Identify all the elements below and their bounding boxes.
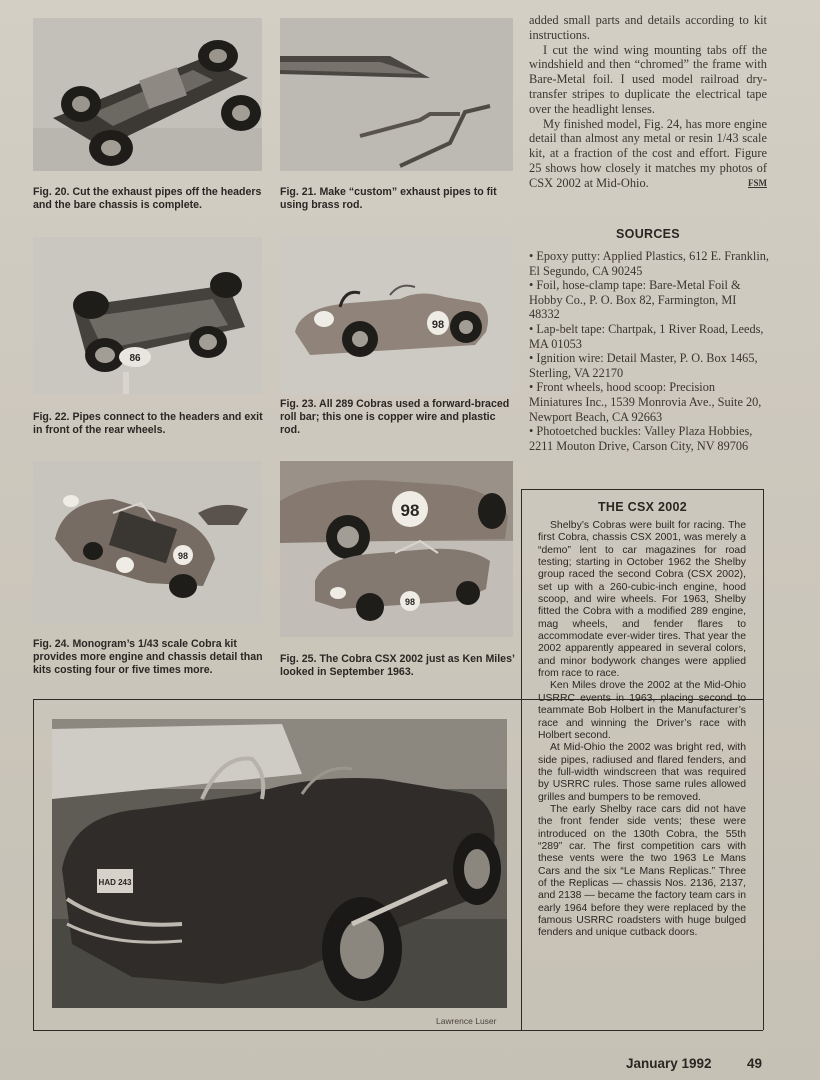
license-plate: HAD 243 (98, 878, 132, 887)
fig21-caption: Fig. 21. Make “custom” exhaust pipes to fit using brass rod. (280, 186, 497, 211)
source-item: • Foil, hose-clamp tape: Bare-Metal Foil & Hobby Co., P. O. Box 82, Farmington, MI 48332 (529, 278, 741, 322)
car-icon (33, 461, 262, 623)
fig20-caption: Fig. 20. Cut the exhaust pipes off the headers and the bare chassis is complete. (33, 186, 262, 211)
car-number-98: 98 (177, 551, 189, 561)
chassis-icon (33, 18, 262, 171)
fig24-caption: Fig. 24. Monogram’s 1/43 scale Cobra kit provides more engine and chassis detail than kits costing four or five times more. (33, 638, 263, 676)
source-item: • Epoxy putty: Applied Plastics, 612 E. Franklin, El Segundo, CA 90245 (529, 249, 769, 278)
real-cobra-photo (52, 719, 507, 1008)
car-number-98: 98 (400, 501, 420, 520)
car-number-98: 98 (431, 319, 445, 331)
fig25-photo (280, 461, 513, 637)
fig22-photo (33, 237, 262, 394)
car-icon (52, 719, 507, 1008)
sidebar-paragraph: At Mid-Ohio the 2002 was bright red, with side pipes, radiused and flared fenders, and the full-width windscreen that was required by USRRC rules. Those same rules allowed grilles and bumpers to be removed. (538, 742, 746, 803)
car-icon (280, 461, 513, 637)
article-continuation (529, 13, 767, 191)
issue-date: January 1992 (626, 1056, 712, 1071)
article-paragraph: added small parts and details according to kit instructions. (529, 13, 767, 42)
chassis-icon (33, 237, 262, 394)
sidebar-paragraph: The early Shelby race cars did not have the front fender side vents; these were introduced on the 130th Cobra, the 55th “289” car. The first competition cars with these vents were the two 1963 Le Mans Cars and the six “Le Mans Replicas.” Three of the Replicas — chassis Nos. 2136, 2137, and 2138 — became the factory team cars in early 1964 before they were replaced by the famous USRRC roadsters with huge bulged fenders and unique cutback doors. (538, 803, 746, 939)
car-number-98-small: 98 (404, 597, 416, 607)
article-paragraph: I cut the wind wing mounting tabs off the windshield and then “chromed” the frame with Bare-Metal foil. I used model railroad dry-transfer stripes to duplicate the electrical tape over the headlight lenses. (529, 42, 767, 116)
fig22-caption: Fig. 22. Pipes connect to the headers and exit in front of the rear wheels. (33, 411, 263, 436)
fsm-signature: FSM (748, 177, 767, 188)
fig23-caption: Fig. 23. All 289 Cobras used a forward-braced roll bar; this one is copper wire and plastic rod. (280, 398, 510, 436)
source-item: • Ignition wire: Detail Master, P. O. Box 1465, Sterling, VA 22170 (529, 351, 758, 380)
sources-list (529, 249, 769, 453)
fig24-photo (33, 461, 262, 623)
car-number-86: 86 (129, 353, 141, 364)
exhaust-pipe-icon (280, 18, 513, 171)
fig20-photo (33, 18, 262, 171)
fig25-caption: Fig. 25. The Cobra CSX 2002 just as Ken Miles’ looked in September 1963. (280, 653, 515, 678)
sources-heading: SOURCES (616, 227, 680, 241)
sidebar-paragraph: Ken Miles drove the 2002 at the Mid-Ohio USRRC events in 1963, placing second to teammate Bob Holbert in the Manufacturer’s race and winning the Driver’s race with Holbert second. (538, 680, 746, 741)
photo-credit: Lawrence Luser (436, 1016, 497, 1026)
fig23-photo (280, 237, 513, 394)
car-icon (280, 237, 513, 394)
sidebar-paragraph: Shelby’s Cobras were built for racing. The first Cobra, chassis CSX 2001, was merely a “demo” lent to car magazines for road testing; starting in October 1962 the Shelby group raced the second Cobra (CSX 2002), set up with a 260-cubic-inch engine, hood scoop, and wire wheels. For 1963, Shelby fitted the Cobra with a modified 289 engine, mag wheels, and fender flares to accommodate ever-wider tires. That year the 2002 apparently appeared in several colors, and minor bodywork changes were applied from race to race. (538, 520, 746, 680)
sidebar-title: THE CSX 2002 (597, 500, 688, 514)
source-item: • Photoetched buckles: Valley Plaza Hobbies, 2211 Mouton Drive, Carson City, NV 89706 (529, 424, 753, 453)
fig21-photo (280, 18, 513, 171)
article-paragraph: My finished model, Fig. 24, has more engine detail than almost any metal or resin 1/43 scale kit, at a fraction of the cost and effort. Figure 25 shows how closely it matches my photos of CSX 2002 at Mid-Ohio. FSM (529, 116, 767, 190)
source-item: • Front wheels, hood scoop: Precision Miniatures Inc., 1539 Monrovia Ave., Suite 20, Newport Beach, CA 92663 (529, 380, 762, 424)
page-number: 49 (747, 1056, 763, 1071)
sidebar-text (538, 520, 746, 940)
box-mask (519, 700, 524, 1028)
source-item: • Lap-belt tape: Chartpak, 1 River Road, Leeds, MA 01053 (529, 321, 764, 351)
